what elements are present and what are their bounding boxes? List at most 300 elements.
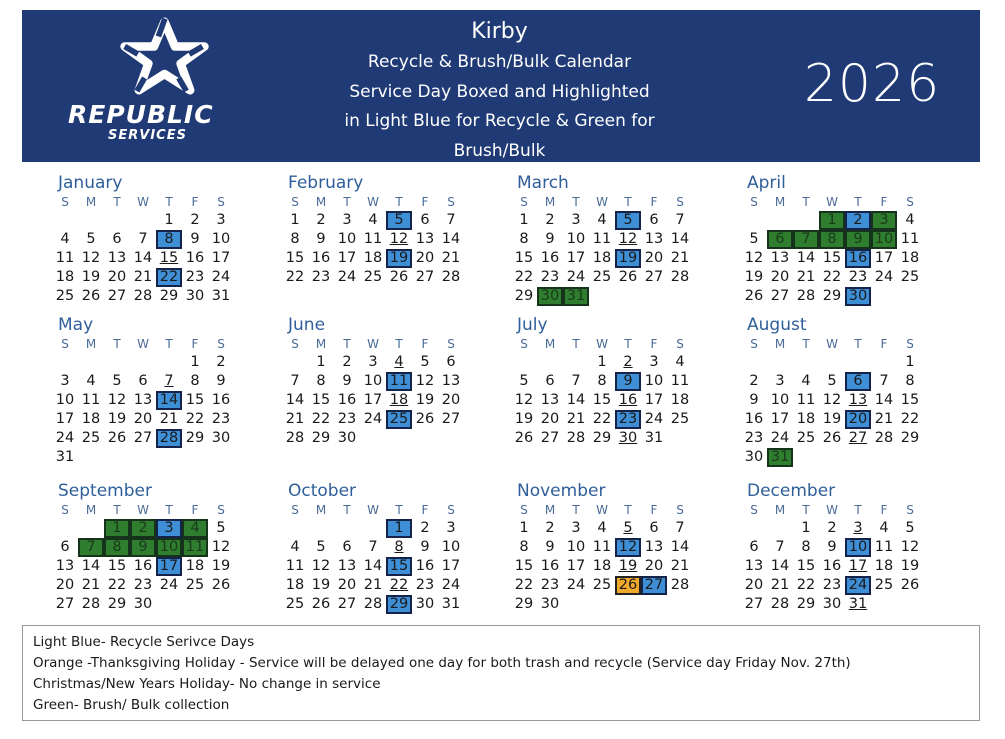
weekday-header: S — [61, 337, 69, 351]
weekday-header: S — [750, 195, 758, 209]
day-cell: 5 — [112, 373, 122, 389]
day-cell: 19 — [900, 558, 920, 574]
day-cell: 23 — [848, 269, 868, 285]
day-cell: 24 — [644, 411, 664, 427]
day-cell: 15 — [107, 558, 127, 574]
day-cell: 6 — [60, 539, 70, 555]
day-cell: 28 — [670, 577, 690, 593]
weekday-header: M — [544, 195, 556, 209]
day-cell: 18 — [874, 558, 894, 574]
day-cell: 13 — [441, 373, 461, 389]
day-cell: 16 — [822, 558, 842, 574]
day-cell: 16 — [540, 250, 560, 266]
day-cell: 12 — [744, 250, 764, 266]
weekday-header: F — [880, 503, 888, 517]
day-cell: 14 — [133, 250, 153, 266]
day-cell: 31 — [55, 449, 75, 465]
day-cell: 18 — [185, 558, 205, 574]
empty-cell — [52, 211, 78, 230]
day-cell: 15 — [900, 392, 920, 408]
day-cell: 30 — [337, 430, 357, 446]
day-cell: 15 — [514, 558, 534, 574]
day-cell: 6 — [138, 373, 148, 389]
legend-box — [22, 625, 980, 721]
day-cell: 25 — [81, 430, 101, 446]
day-cell: 20 — [441, 392, 461, 408]
weekday-header: F — [421, 503, 429, 517]
brush-bulk-day-cell: 31 — [563, 287, 589, 306]
day-cell: 17 — [566, 250, 586, 266]
day-cell: 22 — [514, 577, 534, 593]
day-cell: 7 — [675, 212, 685, 228]
legend-line: Christmas/New Years Holiday- No change in service — [33, 676, 381, 692]
day-cell: 22 — [389, 577, 409, 593]
day-cell: 11 — [363, 231, 383, 247]
day-cell: 21 — [133, 269, 153, 285]
day-cell: 30 — [540, 596, 560, 612]
month-name: November — [517, 481, 606, 501]
day-cell: 17 — [644, 392, 664, 408]
weekday-header: W — [367, 337, 379, 351]
weekday-header: M — [85, 195, 97, 209]
weekday-header: S — [750, 337, 758, 351]
day-cell: 23 — [311, 269, 331, 285]
month-august — [741, 314, 956, 467]
day-cell: 5 — [827, 373, 837, 389]
weekday-header: S — [447, 195, 455, 209]
empty-cell — [793, 353, 819, 372]
day-cell: 26 — [514, 430, 534, 446]
day-cell: 21 — [81, 577, 101, 593]
weekday-header: T — [802, 195, 810, 209]
recycle-day-cell: 30 — [845, 287, 871, 306]
month-name: September — [58, 481, 152, 501]
day-cell: 10 — [566, 231, 586, 247]
weekday-header: T — [113, 337, 121, 351]
recycle-day-cell: 5 — [615, 211, 641, 230]
month-november — [511, 480, 726, 614]
day-cell: 4 — [368, 212, 378, 228]
day-cell: 25 — [592, 577, 612, 593]
day-cell: 22 — [185, 411, 205, 427]
empty-cell — [78, 519, 104, 538]
day-cell: 5 — [420, 354, 430, 370]
day-cell: 17 — [848, 558, 868, 574]
day-cell: 6 — [649, 212, 659, 228]
empty-cell — [130, 353, 156, 372]
day-cell: 5 — [519, 373, 529, 389]
recycle-day-cell: 5 — [386, 211, 412, 230]
month-name: December — [747, 481, 836, 501]
day-cell: 27 — [644, 269, 664, 285]
day-cell: 30 — [822, 596, 842, 612]
empty-cell — [78, 211, 104, 230]
day-cell: 7 — [164, 373, 174, 389]
month-name: May — [58, 315, 94, 335]
day-cell: 26 — [415, 411, 435, 427]
day-cell: 20 — [744, 577, 764, 593]
month-days — [52, 336, 267, 467]
weekday-header: F — [880, 337, 888, 351]
month-name: July — [517, 315, 548, 335]
day-cell: 25 — [900, 269, 920, 285]
day-cell: 26 — [618, 269, 638, 285]
day-cell: 10 — [770, 392, 790, 408]
weekday-header: W — [826, 337, 838, 351]
day-cell: 18 — [592, 558, 612, 574]
month-september — [52, 480, 267, 614]
recycle-day-cell: 19 — [615, 249, 641, 268]
empty-cell — [563, 353, 589, 372]
recycle-day-cell: 3 — [156, 519, 182, 538]
recycle-day-cell: 2 — [845, 211, 871, 230]
day-cell: 26 — [81, 288, 101, 304]
day-cell: 15 — [159, 250, 179, 266]
weekday-header: T — [572, 195, 580, 209]
day-cell: 30 — [185, 288, 205, 304]
recycle-day-cell: 6 — [845, 372, 871, 391]
day-cell: 6 — [342, 539, 352, 555]
empty-cell — [767, 519, 793, 538]
day-cell: 3 — [775, 373, 785, 389]
weekday-header: F — [650, 503, 658, 517]
day-cell: 19 — [415, 392, 435, 408]
recycle-day-cell: 14 — [156, 391, 182, 410]
day-cell: 23 — [133, 577, 153, 593]
day-cell: 7 — [138, 231, 148, 247]
day-cell: 1 — [519, 520, 529, 536]
day-cell: 1 — [316, 354, 326, 370]
month-days — [511, 502, 726, 614]
weekday-header: T — [854, 337, 862, 351]
day-cell: 28 — [670, 269, 690, 285]
day-cell: 26 — [389, 269, 409, 285]
month-july — [511, 314, 726, 448]
day-cell: 15 — [822, 250, 842, 266]
day-cell: 20 — [55, 577, 75, 593]
day-cell: 29 — [514, 288, 534, 304]
day-cell: 2 — [545, 212, 555, 228]
day-cell: 6 — [749, 539, 759, 555]
month-june — [282, 314, 497, 448]
day-cell: 13 — [744, 558, 764, 574]
day-cell: 22 — [900, 411, 920, 427]
holiday-day-cell: 26 — [615, 576, 641, 595]
weekday-header: S — [291, 337, 299, 351]
day-cell: 18 — [81, 411, 101, 427]
day-cell: 14 — [81, 558, 101, 574]
day-cell: 1 — [290, 212, 300, 228]
day-cell: 17 — [363, 392, 383, 408]
month-days — [741, 502, 956, 614]
empty-cell — [308, 519, 334, 538]
day-cell: 30 — [618, 430, 638, 446]
day-cell: 18 — [389, 392, 409, 408]
day-cell: 3 — [60, 373, 70, 389]
day-cell: 31 — [848, 596, 868, 612]
day-cell: 11 — [55, 250, 75, 266]
day-cell: 15 — [514, 250, 534, 266]
day-cell: 21 — [796, 269, 816, 285]
star-logo-icon — [117, 16, 212, 96]
day-cell: 13 — [770, 250, 790, 266]
empty-cell — [104, 353, 130, 372]
day-cell: 9 — [545, 539, 555, 555]
day-cell: 17 — [337, 250, 357, 266]
empty-cell — [845, 353, 871, 372]
weekday-header: W — [826, 195, 838, 209]
day-cell: 3 — [342, 212, 352, 228]
day-cell: 26 — [744, 288, 764, 304]
day-cell: 30 — [744, 449, 764, 465]
weekday-header: M — [315, 195, 327, 209]
month-days — [741, 194, 956, 306]
recycle-day-cell: 24 — [845, 576, 871, 595]
weekday-header: S — [906, 195, 914, 209]
day-cell: 2 — [545, 520, 555, 536]
month-days — [282, 502, 497, 614]
day-cell: 19 — [744, 269, 764, 285]
day-cell: 28 — [874, 430, 894, 446]
weekday-header: T — [624, 337, 632, 351]
month-march — [511, 172, 726, 306]
day-cell: 18 — [900, 250, 920, 266]
day-cell: 2 — [749, 373, 759, 389]
brush-bulk-day-cell: 7 — [78, 538, 104, 557]
day-cell: 14 — [874, 392, 894, 408]
weekday-header: S — [906, 337, 914, 351]
day-cell: 8 — [905, 373, 915, 389]
day-cell: 21 — [874, 411, 894, 427]
weekday-header: T — [802, 337, 810, 351]
month-december — [741, 480, 956, 614]
empty-cell — [130, 211, 156, 230]
day-cell: 3 — [571, 212, 581, 228]
weekday-header: F — [421, 195, 429, 209]
day-cell: 4 — [60, 231, 70, 247]
day-cell: 9 — [190, 231, 200, 247]
day-cell: 16 — [618, 392, 638, 408]
day-cell: 30 — [211, 430, 231, 446]
day-cell: 1 — [597, 354, 607, 370]
day-cell: 16 — [133, 558, 153, 574]
weekday-header: S — [520, 337, 528, 351]
empty-cell — [360, 519, 386, 538]
day-cell: 4 — [290, 539, 300, 555]
day-cell: 6 — [112, 231, 122, 247]
day-cell: 8 — [597, 373, 607, 389]
day-cell: 22 — [285, 269, 305, 285]
recycle-day-cell: 16 — [845, 249, 871, 268]
day-cell: 27 — [55, 596, 75, 612]
day-cell: 7 — [290, 373, 300, 389]
day-cell: 23 — [744, 430, 764, 446]
day-cell: 16 — [744, 411, 764, 427]
day-cell: 5 — [905, 520, 915, 536]
empty-cell — [537, 353, 563, 372]
weekday-header: M — [85, 337, 97, 351]
title-line: Brush/Bulk — [453, 140, 546, 161]
empty-cell — [793, 211, 819, 230]
month-october — [282, 480, 497, 614]
day-cell: 12 — [514, 392, 534, 408]
month-days — [52, 502, 267, 614]
month-name: April — [747, 173, 786, 193]
day-cell: 25 — [285, 596, 305, 612]
day-cell: 5 — [623, 520, 633, 536]
day-cell: 8 — [290, 231, 300, 247]
day-cell: 29 — [822, 288, 842, 304]
weekday-header: F — [421, 337, 429, 351]
weekday-header: T — [165, 503, 173, 517]
day-cell: 25 — [670, 411, 690, 427]
month-name: June — [288, 315, 326, 335]
weekday-header: F — [880, 195, 888, 209]
day-cell: 18 — [796, 411, 816, 427]
day-cell: 12 — [618, 231, 638, 247]
weekday-header: F — [650, 337, 658, 351]
day-cell: 8 — [519, 231, 529, 247]
day-cell: 11 — [81, 392, 101, 408]
empty-cell — [52, 519, 78, 538]
day-cell: 27 — [770, 288, 790, 304]
month-days — [741, 336, 956, 467]
day-cell: 20 — [107, 269, 127, 285]
day-cell: 19 — [822, 411, 842, 427]
weekday-header: S — [520, 503, 528, 517]
day-cell: 23 — [822, 577, 842, 593]
day-cell: 2 — [190, 212, 200, 228]
day-cell: 29 — [185, 430, 205, 446]
day-cell: 22 — [514, 269, 534, 285]
day-cell: 6 — [446, 354, 456, 370]
day-cell: 17 — [770, 411, 790, 427]
brush-bulk-day-cell: 4 — [182, 519, 208, 538]
day-cell: 28 — [566, 430, 586, 446]
weekday-header: S — [520, 195, 528, 209]
day-cell: 19 — [81, 269, 101, 285]
day-cell: 13 — [415, 231, 435, 247]
weekday-header: M — [315, 503, 327, 517]
day-cell: 12 — [415, 373, 435, 389]
day-cell: 16 — [540, 558, 560, 574]
day-cell: 23 — [185, 269, 205, 285]
day-cell: 22 — [107, 577, 127, 593]
brush-bulk-day-cell: 31 — [767, 448, 793, 467]
weekday-header: S — [447, 337, 455, 351]
day-cell: 21 — [670, 558, 690, 574]
month-days — [511, 194, 726, 306]
month-name: March — [517, 173, 569, 193]
month-may — [52, 314, 267, 467]
day-cell: 25 — [796, 430, 816, 446]
weekday-header: M — [85, 503, 97, 517]
weekday-header: T — [165, 337, 173, 351]
recycle-day-cell: 25 — [386, 410, 412, 429]
weekday-header: S — [217, 337, 225, 351]
day-cell: 8 — [190, 373, 200, 389]
day-cell: 3 — [446, 520, 456, 536]
brand-name: REPUBLIC — [68, 100, 214, 129]
day-cell: 15 — [311, 392, 331, 408]
recycle-day-cell: 22 — [156, 268, 182, 287]
day-cell: 30 — [133, 596, 153, 612]
month-days — [52, 194, 267, 306]
weekday-header: T — [395, 503, 403, 517]
day-cell: 18 — [670, 392, 690, 408]
weekday-header: F — [191, 503, 199, 517]
day-cell: 21 — [670, 250, 690, 266]
day-cell: 28 — [133, 288, 153, 304]
day-cell: 6 — [420, 212, 430, 228]
day-cell: 11 — [796, 392, 816, 408]
day-cell: 17 — [441, 558, 461, 574]
day-cell: 24 — [566, 269, 586, 285]
recycle-day-cell: 27 — [641, 576, 667, 595]
day-cell: 7 — [675, 520, 685, 536]
day-cell: 24 — [770, 430, 790, 446]
brush-bulk-day-cell: 8 — [104, 538, 130, 557]
day-cell: 22 — [311, 411, 331, 427]
day-cell: 28 — [363, 596, 383, 612]
recycle-day-cell: 23 — [615, 410, 641, 429]
empty-cell — [871, 353, 897, 372]
day-cell: 16 — [185, 250, 205, 266]
weekday-header: W — [596, 503, 608, 517]
brush-bulk-day-cell: 7 — [793, 230, 819, 249]
day-cell: 1 — [164, 212, 174, 228]
empty-cell — [511, 353, 537, 372]
day-cell: 6 — [545, 373, 555, 389]
day-cell: 23 — [540, 577, 560, 593]
day-cell: 4 — [86, 373, 96, 389]
weekday-header: W — [137, 337, 149, 351]
day-cell: 27 — [107, 288, 127, 304]
month-april — [741, 172, 956, 306]
month-february — [282, 172, 497, 287]
day-cell: 27 — [337, 596, 357, 612]
day-cell: 13 — [540, 392, 560, 408]
empty-cell — [282, 519, 308, 538]
day-cell: 1 — [905, 354, 915, 370]
day-cell: 28 — [81, 596, 101, 612]
year-label: 2026 — [803, 54, 941, 114]
weekday-header: T — [572, 503, 580, 517]
day-cell: 31 — [644, 430, 664, 446]
day-cell: 17 — [566, 558, 586, 574]
day-cell: 7 — [571, 373, 581, 389]
day-cell: 19 — [514, 411, 534, 427]
day-cell: 22 — [822, 269, 842, 285]
day-cell: 14 — [441, 231, 461, 247]
weekday-header: T — [395, 337, 403, 351]
month-name: October — [288, 481, 357, 501]
header-banner — [22, 10, 980, 162]
recycle-day-cell: 10 — [845, 538, 871, 557]
day-cell: 26 — [900, 577, 920, 593]
day-cell: 27 — [133, 430, 153, 446]
day-cell: 9 — [316, 231, 326, 247]
day-cell: 13 — [107, 250, 127, 266]
day-cell: 24 — [55, 430, 75, 446]
weekday-header: M — [544, 503, 556, 517]
day-cell: 2 — [827, 520, 837, 536]
weekday-header: F — [650, 195, 658, 209]
day-cell: 26 — [107, 430, 127, 446]
day-cell: 26 — [311, 596, 331, 612]
brush-bulk-day-cell: 10 — [871, 230, 897, 249]
day-cell: 11 — [670, 373, 690, 389]
